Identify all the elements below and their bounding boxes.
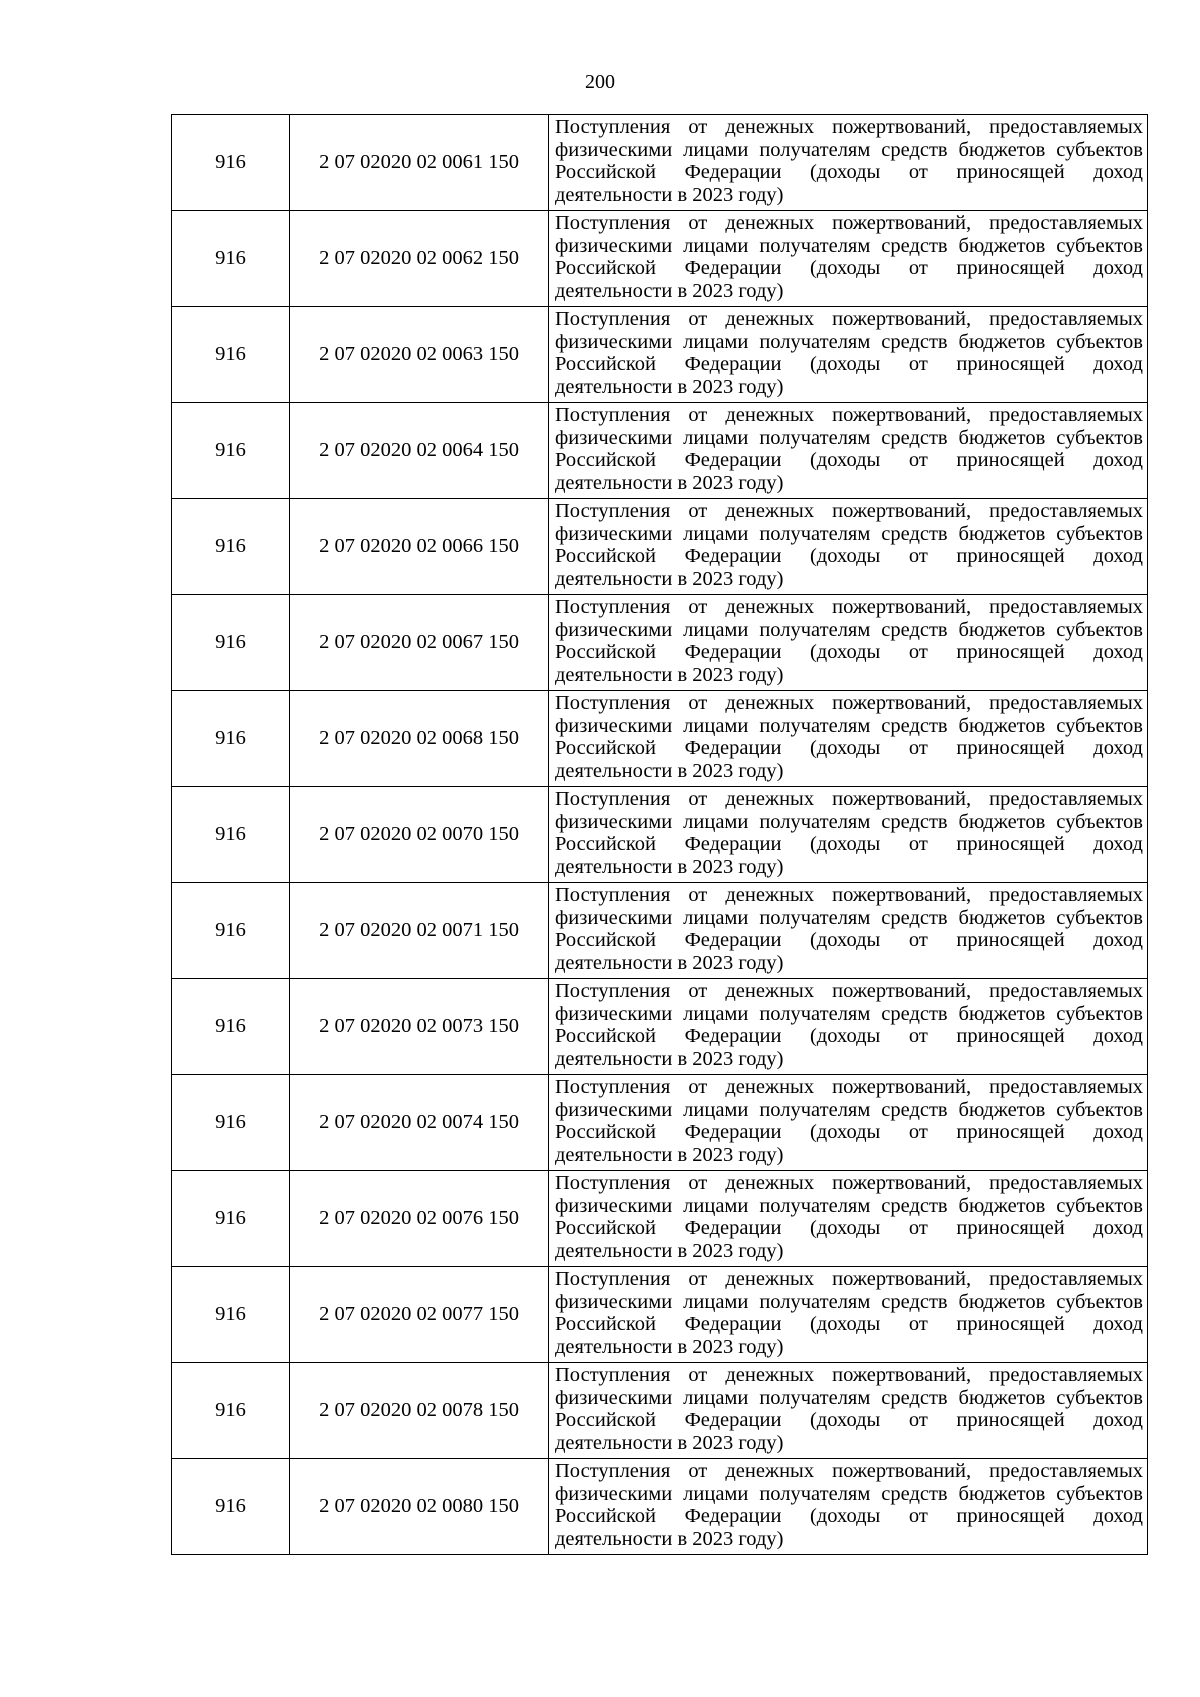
admin-code-cell: 916	[172, 979, 290, 1075]
description-text: Поступления от денежных пожертвований, предоставляемых физическими лицами получателям средств бюджетов субъектов Российской Федерации (доходы от приносящей доход деятельности в 2023 году)	[555, 692, 1143, 782]
description-cell	[549, 595, 1148, 691]
admin-code-cell: 916	[172, 595, 290, 691]
table-row	[172, 979, 1148, 1075]
description-text: Поступления от денежных пожертвований, предоставляемых физическими лицами получателям средств бюджетов субъектов Российской Федерации (доходы от приносящей доход деятельности в 2023 году)	[555, 1364, 1143, 1454]
admin-code-cell: 916	[172, 1171, 290, 1267]
description-text: Поступления от денежных пожертвований, предоставляемых физическими лицами получателям средств бюджетов субъектов Российской Федерации (доходы от приносящей доход деятельности в 2023 году)	[555, 788, 1143, 878]
table-row	[172, 787, 1148, 883]
description-cell	[549, 1075, 1148, 1171]
budget-code-cell: 2 07 02020 02 0067 150	[290, 595, 549, 691]
budget-code-cell: 2 07 02020 02 0076 150	[290, 1171, 549, 1267]
budget-codes-table	[171, 114, 1148, 1555]
admin-code-cell: 916	[172, 691, 290, 787]
budget-code-cell: 2 07 02020 02 0066 150	[290, 499, 549, 595]
description-text: Поступления от денежных пожертвований, предоставляемых физическими лицами получателям средств бюджетов субъектов Российской Федерации (доходы от приносящей доход деятельности в 2023 году)	[555, 116, 1143, 206]
budget-code-cell: 2 07 02020 02 0068 150	[290, 691, 549, 787]
admin-code-cell: 916	[172, 1267, 290, 1363]
description-text: Поступления от денежных пожертвований, предоставляемых физическими лицами получателям средств бюджетов субъектов Российской Федерации (доходы от приносящей доход деятельности в 2023 году)	[555, 212, 1143, 302]
table-row	[172, 691, 1148, 787]
description-cell	[549, 499, 1148, 595]
table-row	[172, 115, 1148, 211]
description-cell	[549, 115, 1148, 211]
description-cell	[549, 691, 1148, 787]
description-cell	[549, 1171, 1148, 1267]
budget-code-cell: 2 07 02020 02 0062 150	[290, 211, 549, 307]
description-cell	[549, 211, 1148, 307]
table-row	[172, 1171, 1148, 1267]
description-cell	[549, 1363, 1148, 1459]
admin-code-cell: 916	[172, 883, 290, 979]
description-cell	[549, 403, 1148, 499]
table-row	[172, 499, 1148, 595]
budget-code-cell: 2 07 02020 02 0078 150	[290, 1363, 549, 1459]
page-number: 200	[585, 71, 615, 93]
description-cell	[549, 883, 1148, 979]
description-cell	[549, 1459, 1148, 1555]
description-cell	[549, 787, 1148, 883]
table-row	[172, 1459, 1148, 1555]
budget-code-cell: 2 07 02020 02 0063 150	[290, 307, 549, 403]
admin-code-cell: 916	[172, 211, 290, 307]
admin-code-cell: 916	[172, 1363, 290, 1459]
admin-code-cell: 916	[172, 1075, 290, 1171]
budget-code-cell: 2 07 02020 02 0071 150	[290, 883, 549, 979]
table-row	[172, 307, 1148, 403]
budget-code-cell: 2 07 02020 02 0061 150	[290, 115, 549, 211]
budget-code-cell: 2 07 02020 02 0073 150	[290, 979, 549, 1075]
description-text: Поступления от денежных пожертвований, предоставляемых физическими лицами получателям средств бюджетов субъектов Российской Федерации (доходы от приносящей доход деятельности в 2023 году)	[555, 1268, 1143, 1358]
budget-code-cell: 2 07 02020 02 0080 150	[290, 1459, 549, 1555]
budget-code-cell: 2 07 02020 02 0064 150	[290, 403, 549, 499]
admin-code-cell: 916	[172, 307, 290, 403]
description-text: Поступления от денежных пожертвований, предоставляемых физическими лицами получателям средств бюджетов субъектов Российской Федерации (доходы от приносящей доход деятельности в 2023 году)	[555, 596, 1143, 686]
description-text: Поступления от денежных пожертвований, предоставляемых физическими лицами получателям средств бюджетов субъектов Российской Федерации (доходы от приносящей доход деятельности в 2023 году)	[555, 500, 1143, 590]
admin-code-cell: 916	[172, 403, 290, 499]
admin-code-cell: 916	[172, 115, 290, 211]
budget-code-cell: 2 07 02020 02 0077 150	[290, 1267, 549, 1363]
description-text: Поступления от денежных пожертвований, предоставляемых физическими лицами получателям средств бюджетов субъектов Российской Федерации (доходы от приносящей доход деятельности в 2023 году)	[555, 1076, 1143, 1166]
description-text: Поступления от денежных пожертвований, предоставляемых физическими лицами получателям средств бюджетов субъектов Российской Федерации (доходы от приносящей доход деятельности в 2023 году)	[555, 308, 1143, 398]
table-row	[172, 211, 1148, 307]
admin-code-cell: 916	[172, 787, 290, 883]
table-row	[172, 595, 1148, 691]
description-text: Поступления от денежных пожертвований, предоставляемых физическими лицами получателям средств бюджетов субъектов Российской Федерации (доходы от приносящей доход деятельности в 2023 году)	[555, 404, 1143, 494]
description-cell	[549, 1267, 1148, 1363]
description-text: Поступления от денежных пожертвований, предоставляемых физическими лицами получателям средств бюджетов субъектов Российской Федерации (доходы от приносящей доход деятельности в 2023 году)	[555, 1460, 1143, 1550]
admin-code-cell: 916	[172, 1459, 290, 1555]
table-row	[172, 403, 1148, 499]
description-cell	[549, 979, 1148, 1075]
table-row	[172, 1363, 1148, 1459]
table-row	[172, 1267, 1148, 1363]
budget-code-cell: 2 07 02020 02 0070 150	[290, 787, 549, 883]
description-text: Поступления от денежных пожертвований, предоставляемых физическими лицами получателям средств бюджетов субъектов Российской Федерации (доходы от приносящей доход деятельности в 2023 году)	[555, 980, 1143, 1070]
table-body	[172, 115, 1148, 1555]
description-cell	[549, 307, 1148, 403]
description-text: Поступления от денежных пожертвований, предоставляемых физическими лицами получателям средств бюджетов субъектов Российской Федерации (доходы от приносящей доход деятельности в 2023 году)	[555, 884, 1143, 974]
admin-code-cell: 916	[172, 499, 290, 595]
budget-code-cell: 2 07 02020 02 0074 150	[290, 1075, 549, 1171]
table-row	[172, 1075, 1148, 1171]
table-row	[172, 883, 1148, 979]
description-text: Поступления от денежных пожертвований, предоставляемых физическими лицами получателям средств бюджетов субъектов Российской Федерации (доходы от приносящей доход деятельности в 2023 году)	[555, 1172, 1143, 1262]
